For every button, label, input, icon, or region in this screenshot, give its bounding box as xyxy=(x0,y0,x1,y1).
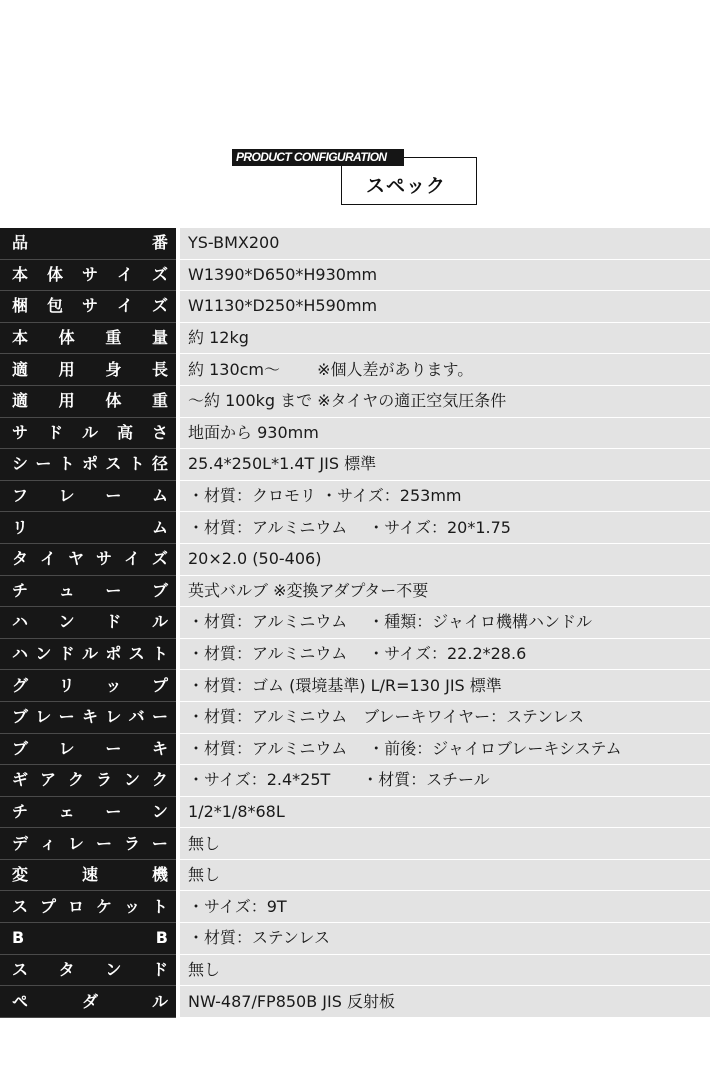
spec-value: 1/2*1/8*68L xyxy=(180,797,710,829)
spec-row xyxy=(0,670,710,702)
spec-value: ・材質：アルミニウム ・サイズ：22.2*28.6 xyxy=(180,639,710,671)
spec-row xyxy=(0,986,710,1018)
spec-label-cell xyxy=(0,576,176,608)
spec-label: ハ ン ド ル ポ ス ト xyxy=(12,644,168,664)
spec-row xyxy=(0,923,710,955)
spec-label-cell xyxy=(0,828,176,860)
spec-value: ・材質：アルミニウム ・種類：ジャイロ機構ハンドル xyxy=(180,607,710,639)
spec-label: フ レ ー ム xyxy=(12,486,168,506)
spec-label: ハ ン ド ル xyxy=(12,612,168,632)
spec-value: 無し xyxy=(180,860,710,892)
spec-label: リ ム xyxy=(12,517,168,537)
spec-value: ・サイズ：2.4*25T ・材質：スチール xyxy=(180,765,710,797)
spec-label-cell xyxy=(0,512,176,544)
spec-label-cell xyxy=(0,797,176,829)
section-title: スペック xyxy=(366,175,447,197)
spec-table xyxy=(0,228,710,1018)
spec-row xyxy=(0,260,710,292)
spec-value: ・材質：アルミニウム ・前後：ジャイロブレーキシステム xyxy=(180,734,710,766)
spec-label-cell xyxy=(0,891,176,923)
spec-value: ・材質：アルミニウム ・サイズ：20*1.75 xyxy=(180,512,710,544)
spec-label: ス プ ロ ケ ッ ト xyxy=(12,896,168,916)
spec-row xyxy=(0,354,710,386)
spec-label-cell xyxy=(0,923,176,955)
spec-row xyxy=(0,765,710,797)
spec-label-cell xyxy=(0,765,176,797)
spec-label-cell xyxy=(0,955,176,987)
spec-label: 品 番 xyxy=(12,233,168,253)
spec-label-cell xyxy=(0,418,176,450)
spec-label: ブ レ ー キ レ バ ー xyxy=(12,707,168,727)
spec-row xyxy=(0,481,710,513)
spec-label-cell xyxy=(0,734,176,766)
spec-value: 英式バルブ ※変換アダプター不要 xyxy=(180,576,710,608)
spec-label: ペ ダ ル xyxy=(12,991,168,1011)
spec-value: ・材質：アルミニウム ブレーキワイヤー：ステンレス xyxy=(180,702,710,734)
spec-row xyxy=(0,955,710,987)
spec-label: タ イ ヤ サ イ ズ xyxy=(12,549,168,569)
spec-row xyxy=(0,512,710,544)
spec-label-cell xyxy=(0,260,176,292)
section-tag: PRODUCT CONFIGURATION xyxy=(232,149,404,166)
spec-value: 20×2.0 (50-406) xyxy=(180,544,710,576)
spec-label: サ ド ル 高 さ xyxy=(12,422,168,442)
spec-row xyxy=(0,702,710,734)
spec-row xyxy=(0,860,710,892)
spec-label-cell xyxy=(0,228,176,260)
spec-row xyxy=(0,639,710,671)
spec-value: 地面から 930mm xyxy=(180,418,710,450)
spec-value: YS-BMX200 xyxy=(180,228,710,260)
spec-row xyxy=(0,797,710,829)
spec-row xyxy=(0,544,710,576)
spec-label-cell xyxy=(0,986,176,1018)
spec-label: 梱 包 サ イ ズ xyxy=(12,296,168,316)
spec-label: 適 用 体 重 xyxy=(12,391,168,411)
spec-label: B B xyxy=(12,928,168,948)
spec-label-cell xyxy=(0,323,176,355)
spec-label: デ ィ レ ー ラ ー xyxy=(12,833,168,853)
spec-label-cell xyxy=(0,449,176,481)
spec-label: 変 速 機 xyxy=(12,865,168,885)
spec-label: 本 体 重 量 xyxy=(12,328,168,348)
spec-value: 25.4*250L*1.4T JIS 標準 xyxy=(180,449,710,481)
spec-label: 適 用 身 長 xyxy=(12,359,168,379)
spec-label-cell xyxy=(0,544,176,576)
spec-label: ス タ ン ド xyxy=(12,959,168,979)
spec-value: 〜約 100kg まで ※タイヤの適正空気圧条件 xyxy=(180,386,710,418)
spec-row xyxy=(0,323,710,355)
spec-row xyxy=(0,449,710,481)
spec-label-cell xyxy=(0,291,176,323)
spec-label: チ ェ ー ン xyxy=(12,801,168,821)
spec-value: 無し xyxy=(180,955,710,987)
spec-table-body xyxy=(0,228,710,1018)
spec-row xyxy=(0,386,710,418)
spec-label-cell xyxy=(0,670,176,702)
spec-value: 無し xyxy=(180,828,710,860)
spec-row xyxy=(0,418,710,450)
spec-value: NW-487/FP850B JIS 反射板 xyxy=(180,986,710,1018)
spec-label: シ ー ト ポ ス ト 径 xyxy=(12,454,168,474)
spec-value: ・材質：ゴム (環境基準) L/R=130 JIS 標準 xyxy=(180,670,710,702)
spec-value: ・材質：ステンレス xyxy=(180,923,710,955)
spec-value: 約 12kg xyxy=(180,323,710,355)
section-header xyxy=(0,0,710,226)
spec-value: ・サイズ：9T xyxy=(180,891,710,923)
spec-label-cell xyxy=(0,386,176,418)
spec-label-cell xyxy=(0,607,176,639)
spec-value: W1130*D250*H590mm xyxy=(180,291,710,323)
spec-label: ブ レ ー キ xyxy=(12,738,168,758)
spec-value: 約 130cm〜 ※個人差があります。 xyxy=(180,354,710,386)
spec-row xyxy=(0,228,710,260)
spec-label: 本 体 サ イ ズ xyxy=(12,264,168,284)
spec-label-cell xyxy=(0,639,176,671)
spec-label: グ リ ッ プ xyxy=(12,675,168,695)
spec-label-cell xyxy=(0,481,176,513)
spec-label-cell xyxy=(0,702,176,734)
spec-label-cell xyxy=(0,860,176,892)
spec-value: W1390*D650*H930mm xyxy=(180,260,710,292)
spec-row xyxy=(0,891,710,923)
spec-label: ギ ア ク ラ ン ク xyxy=(12,770,168,790)
spec-row xyxy=(0,607,710,639)
spec-row xyxy=(0,576,710,608)
spec-row xyxy=(0,291,710,323)
spec-label-cell xyxy=(0,354,176,386)
spec-row xyxy=(0,734,710,766)
spec-label: チ ュ ー ブ xyxy=(12,580,168,600)
spec-row xyxy=(0,828,710,860)
spec-value: ・材質：クロモリ ・サイズ：253mm xyxy=(180,481,710,513)
